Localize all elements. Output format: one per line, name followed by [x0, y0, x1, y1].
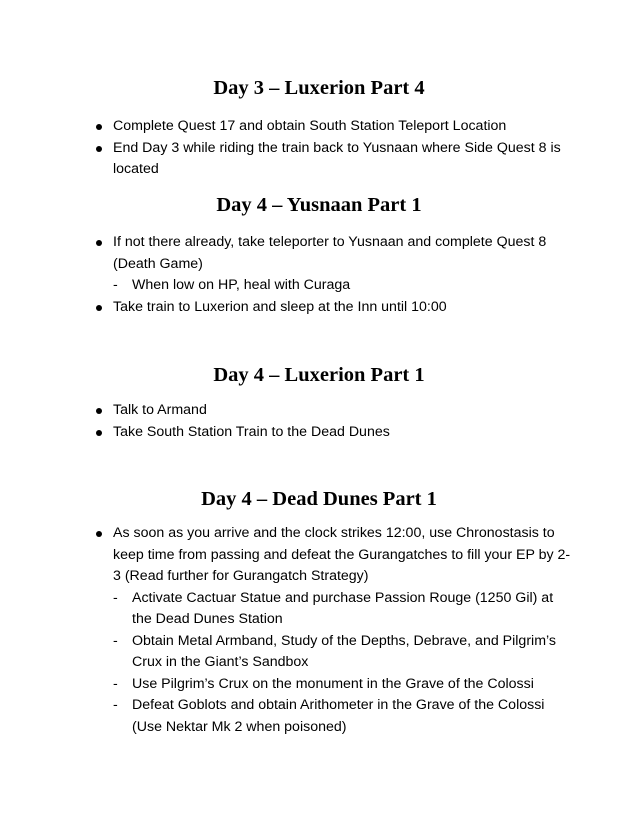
sub-text: When low on HP, heal with Curaga	[132, 277, 351, 293]
sub-item	[113, 695, 575, 738]
bullet-list	[92, 400, 592, 443]
bullet-item	[92, 523, 575, 738]
bullet-text: Complete Quest 17 and obtain South Station Teleport Location	[113, 118, 507, 134]
section-heading: Day 4 – Dead Dunes Part 1	[201, 488, 437, 510]
bullet-list	[92, 232, 592, 318]
bullet-text: Take train to Luxerion and sleep at the Inn until 10:00	[113, 298, 447, 315]
sub-item	[113, 588, 575, 631]
bullet-text: If not there already, take teleporter to Yusnaan and complete Quest 8 (Death Game)	[113, 234, 547, 272]
bullet-item	[92, 400, 592, 422]
section-heading: Day 3 – Luxerion Part 4	[213, 77, 425, 99]
bullet-list	[92, 523, 592, 738]
dash-glyph: -	[113, 697, 118, 713]
sub-text: Defeat Goblots and obtain Arithometer in the Grave of the Colossi (Use Nektar Mk 2 when poisoned)	[132, 697, 545, 735]
bullet-text: End Day 3 while riding the train back to Yusnaan where Side Quest 8 is located	[113, 139, 561, 177]
sub-item	[113, 631, 575, 674]
bullet-item	[92, 138, 565, 181]
dash-glyph: -	[113, 632, 118, 649]
bullet-item	[92, 422, 592, 444]
bullet-text: Talk to Armand	[113, 402, 207, 418]
sub-item	[113, 275, 565, 297]
sub-text: Obtain Metal Armband, Study of the Depths, Debrave, and Pilgrim’s Crux in the Giant’s Sandbox	[132, 632, 557, 670]
section-heading: Day 4 – Yusnaan Part 1	[216, 194, 422, 216]
section-heading: Day 4 – Luxerion Part 1	[213, 364, 425, 386]
bullet-list	[92, 116, 592, 181]
bullet-text: As soon as you arrive and the clock strikes 12:00, use Chronostasis to keep time from passing and defeat the Gurangatches to fill your EP by 2-3 (Read further for Gurangatch Strategy)	[113, 525, 571, 584]
bullet-text: Take South Station Train to the Dead Dunes	[113, 423, 390, 440]
bullet-item	[92, 232, 565, 297]
sub-list	[113, 275, 565, 297]
dash-glyph: -	[113, 277, 118, 293]
dash-glyph: -	[113, 589, 118, 606]
bullet-item	[92, 116, 592, 138]
sub-item	[113, 674, 575, 696]
dash-glyph: -	[113, 675, 118, 692]
sub-list	[113, 588, 575, 739]
bullet-item	[92, 297, 592, 319]
sub-text: Use Pilgrim’s Crux on the monument in the Grave of the Colossi	[132, 675, 534, 692]
sub-text: Activate Cactuar Statue and purchase Passion Rouge (1250 Gil) at the Dead Dunes Station	[132, 589, 554, 627]
